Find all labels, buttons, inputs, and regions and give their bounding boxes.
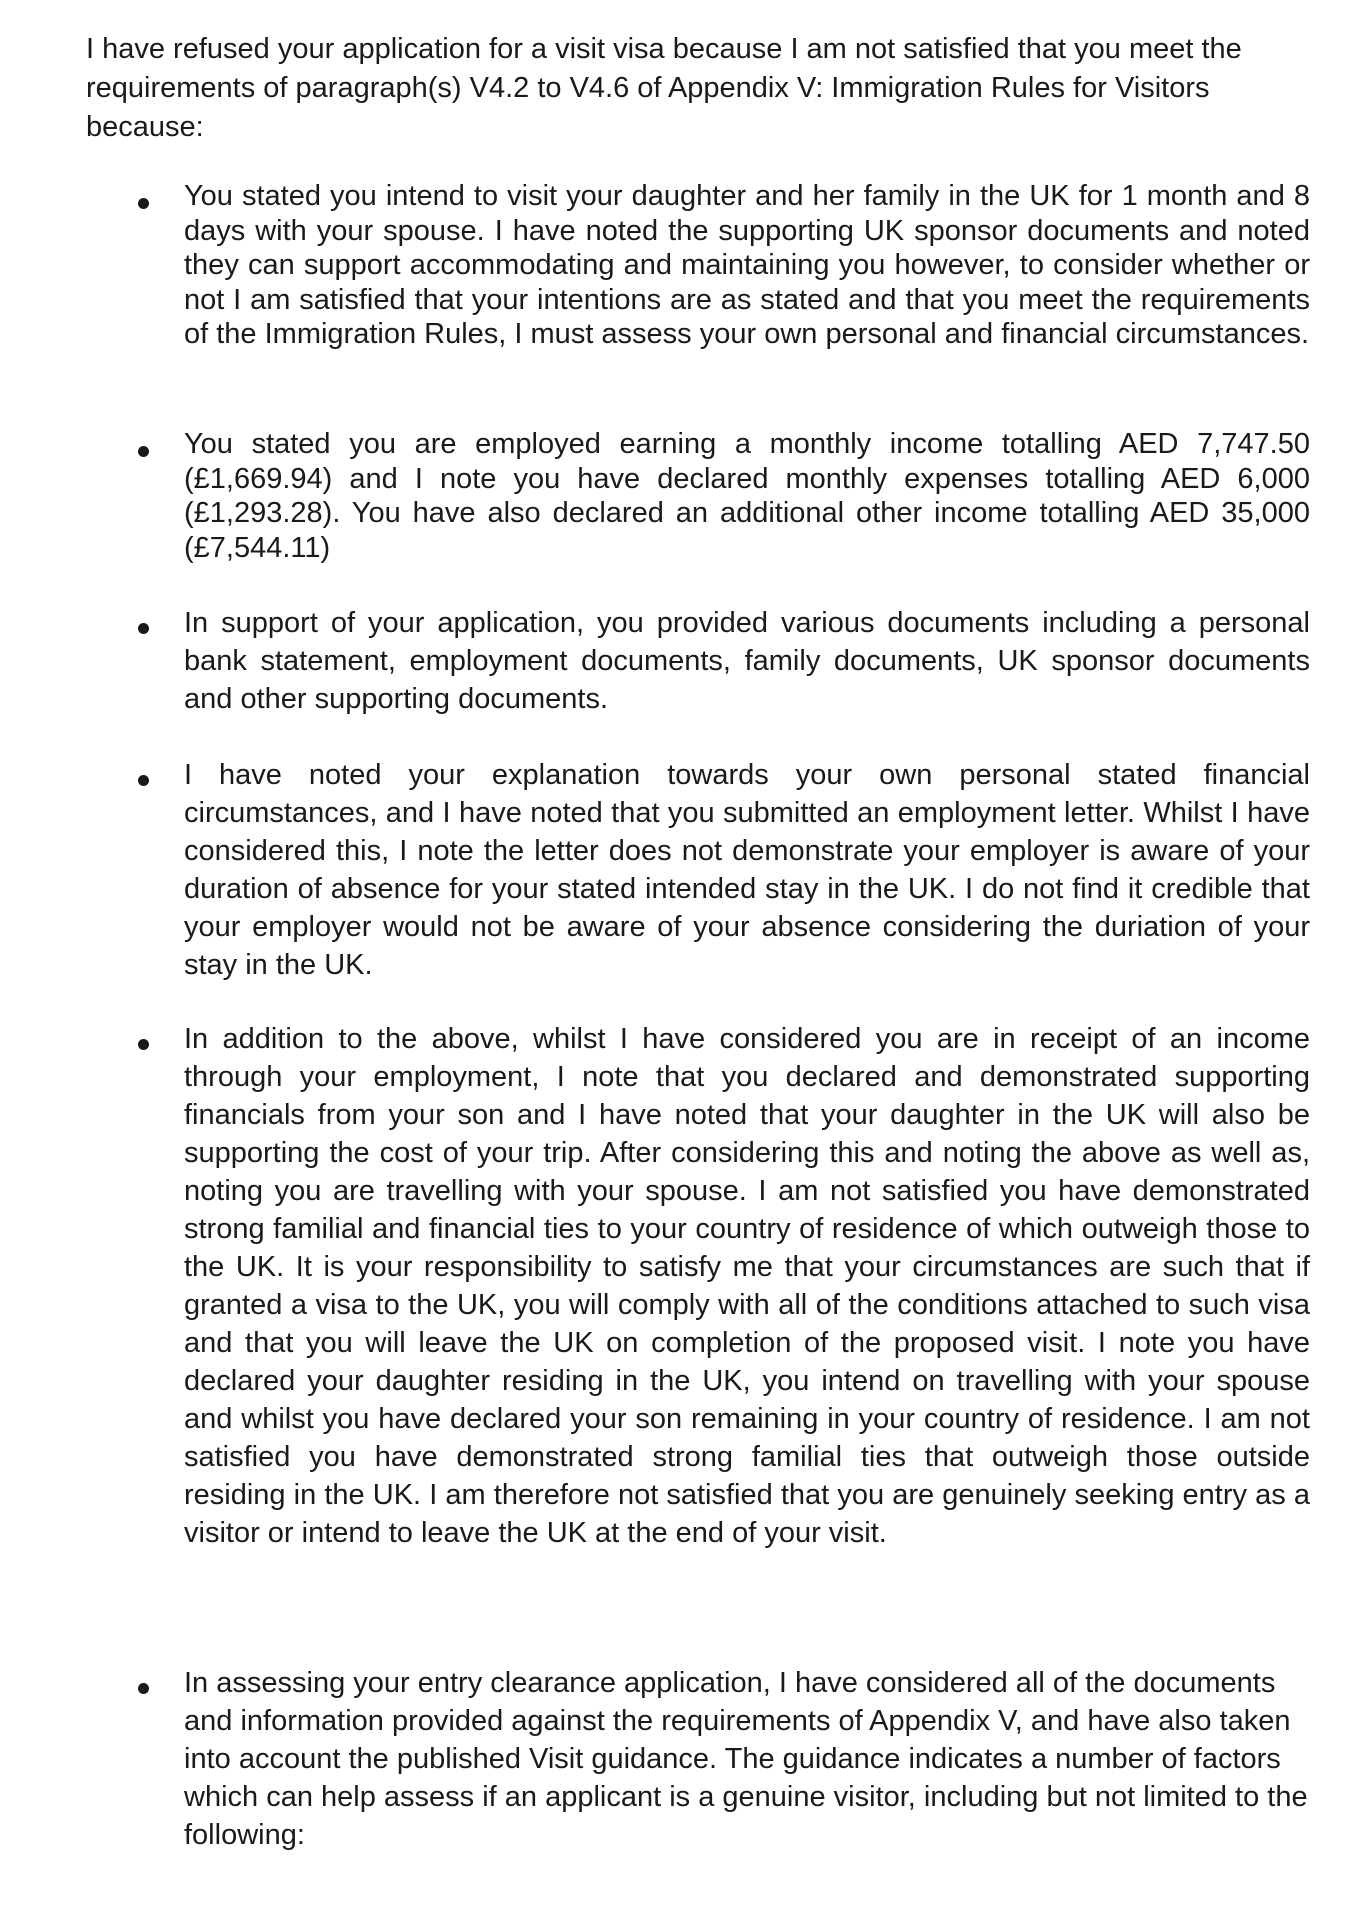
bullet-dot-icon bbox=[138, 198, 149, 209]
bullet-dot-icon bbox=[138, 623, 149, 634]
bullet-dot-icon bbox=[138, 775, 149, 786]
intro-paragraph: I have refused your application for a visit visa because I am not satisfied that you meet the requirements of paragraph(s) V4.2 to V4.6 of Appendix V: Immigration Rules for Visitors because: bbox=[86, 33, 1242, 143]
bullet-text: In assessing your entry clearance application, I have considered all of the documents and information provided against the requirements of Appendix V, and have also taken into account the published Visit guidance. The guidance indicates a number of factors which can help assess if an applicant is a genuine visitor, including but not limited to the following: bbox=[184, 1667, 1308, 1851]
bullet-text: In support of your application, you provided various documents including a personal bank statement, employment documents, family documents, UK sponsor documents and other supporting documents. bbox=[184, 607, 1310, 715]
bullet-text: In addition to the above, whilst I have considered you are in receipt of an income through your employment, I note that you declared and demonstrated supporting financials from your son and I have noted that your daughter in the UK will also be supporting the cost of your trip. After considering this and noting the above as well as, noting you are travelling with your spouse. I am not satisfied you have demonstrated strong familial and financial ties to your country of residence of which outweigh those to the UK. It is your responsibility to satisfy me that your circumstances are such that if granted a visa to the UK, you will comply with all of the conditions attached to such visa and that you will leave the UK on completion of the proposed visit. I note you have declared your daughter residing in the UK, you intend on travelling with your spouse and whilst you have declared your son remaining in your country of residence. I am not satisfied you have demonstrated strong familial ties that outweigh those outside residing in the UK. I am therefore not satisfied that you are genuinely seeking entry as a visitor or intend to leave the UK at the end of your visit. bbox=[184, 1023, 1310, 1549]
bullet-dot-icon bbox=[138, 446, 149, 457]
bullet-dot-icon bbox=[138, 1039, 149, 1050]
bullet-text: You stated you are employed earning a monthly income totalling AED 7,747.50 (£1,669.94) and I note you have declared monthly expenses totalling AED 6,000 (£1,293.28). You have also declared an additional other income totalling AED 35,000 (£7,544.11) bbox=[184, 428, 1310, 564]
bullet-text: I have noted your explanation towards your own personal stated financial circumstances, and I have noted that you submitted an employment letter. Whilst I have considered this, I note the letter does not demonstrate your employer is aware of your duration of absence for your stated intended stay in the UK. I do not find it credible that your employer would not be aware of your absence considering the duriation of your stay in the UK. bbox=[184, 759, 1310, 981]
bullet-text: You stated you intend to visit your daughter and her family in the UK for 1 month and 8 days with your spouse. I have noted the supporting UK sponsor documents and noted they can support accommodating and maintaining you however, to consider whether or not I am satisfied that your intentions are as stated and that you meet the requirements of the Immigration Rules, I must assess your own personal and financial circumstances. bbox=[184, 180, 1310, 350]
bullet-dot-icon bbox=[138, 1683, 149, 1694]
